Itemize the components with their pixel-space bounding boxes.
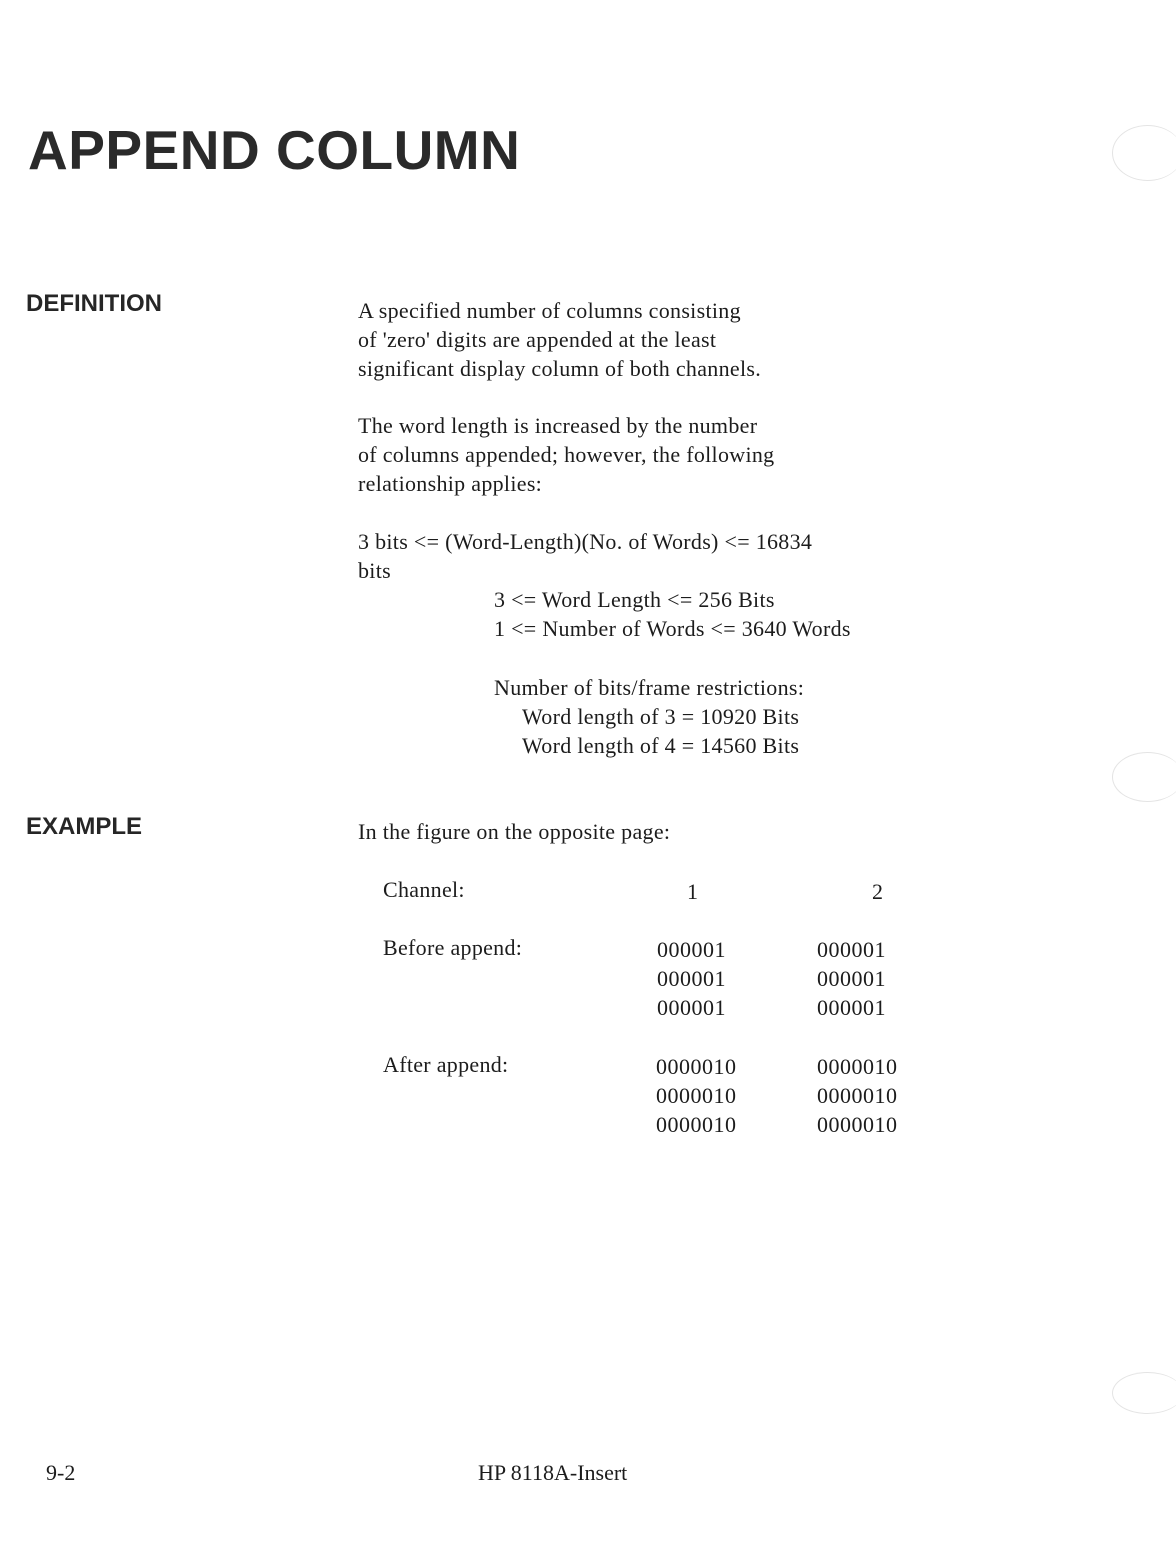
binder-hole-mark bbox=[1112, 125, 1176, 181]
restrictions-heading: Number of bits/frame restrictions: bbox=[494, 675, 805, 700]
text-line: of 'zero' digits are appended at the least bbox=[358, 327, 717, 352]
text-line: 3 <= Word Length <= 256 Bits bbox=[494, 587, 775, 612]
table-cell: 000001 bbox=[657, 937, 726, 962]
text-line: 3 bits <= (Word-Length)(No. of Words) <= 16834 bbox=[358, 529, 813, 554]
document-name: HP 8118A-Insert bbox=[478, 1460, 628, 1485]
table-cell: 0000010 bbox=[817, 1054, 898, 1079]
example-heading: EXAMPLE bbox=[26, 813, 143, 840]
channel-label: Channel: bbox=[383, 877, 465, 902]
table-cell: 000001 bbox=[657, 966, 726, 991]
after-ch1-values bbox=[656, 1052, 737, 1139]
text-line: Word length of 4 = 14560 Bits bbox=[522, 733, 800, 758]
binder-hole-mark bbox=[1112, 1372, 1176, 1414]
table-cell: 0000010 bbox=[817, 1083, 898, 1108]
before-append-label: Before append: bbox=[383, 935, 523, 960]
text-line: 1 <= Number of Words <= 3640 Words bbox=[494, 616, 851, 641]
table-cell: 000001 bbox=[817, 995, 886, 1020]
table-cell: 000001 bbox=[657, 995, 726, 1020]
text-line: significant display column of both channels. bbox=[358, 356, 762, 381]
table-cell: 0000010 bbox=[817, 1112, 898, 1137]
definition-heading: DEFINITION bbox=[26, 290, 162, 317]
relationship-formula bbox=[358, 527, 812, 585]
restrictions-list bbox=[522, 702, 799, 760]
text-line: of columns appended; however, the following bbox=[358, 442, 775, 467]
text-line: bits bbox=[358, 558, 391, 583]
after-ch2-values bbox=[817, 1052, 898, 1139]
channel-2-header: 2 bbox=[872, 879, 884, 904]
page-number: 9-2 bbox=[46, 1460, 76, 1485]
table-cell: 0000010 bbox=[656, 1054, 737, 1079]
text-line: The word length is increased by the number bbox=[358, 413, 758, 438]
text-line: relationship applies: bbox=[358, 471, 543, 496]
limits-list bbox=[494, 585, 851, 643]
table-cell: 000001 bbox=[817, 966, 886, 991]
example-intro: In the figure on the opposite page: bbox=[358, 819, 671, 844]
text-line: Word length of 3 = 10920 Bits bbox=[522, 704, 800, 729]
text-line: A specified number of columns consisting bbox=[358, 298, 741, 323]
table-cell: 0000010 bbox=[656, 1083, 737, 1108]
before-ch1-values bbox=[657, 935, 726, 1022]
binder-hole-mark bbox=[1112, 752, 1176, 802]
channel-1-header: 1 bbox=[687, 879, 699, 904]
page-title: APPEND COLUMN bbox=[28, 119, 521, 181]
table-cell: 0000010 bbox=[656, 1112, 737, 1137]
table-cell: 000001 bbox=[817, 937, 886, 962]
definition-paragraph-2 bbox=[358, 411, 774, 498]
before-ch2-values bbox=[817, 935, 886, 1022]
definition-paragraph-1 bbox=[358, 296, 761, 383]
after-append-label: After append: bbox=[383, 1052, 509, 1077]
